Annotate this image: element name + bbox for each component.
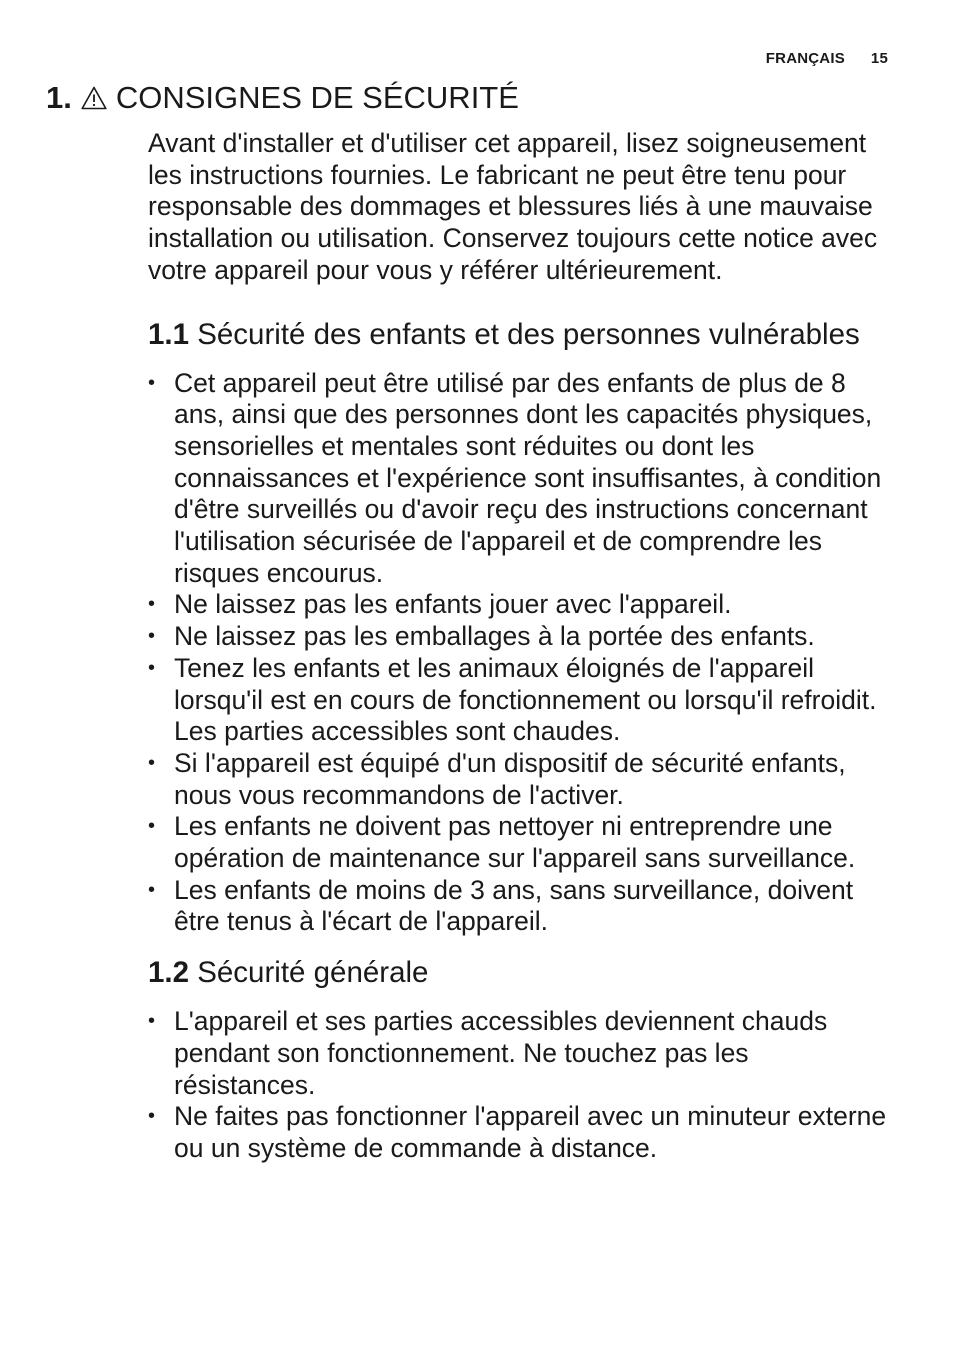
bullet-list-general bbox=[148, 1006, 893, 1165]
list-item bbox=[148, 621, 893, 653]
section-title-children bbox=[148, 318, 893, 352]
bullet-icon: • bbox=[148, 593, 156, 616]
content-body bbox=[148, 128, 893, 1183]
list-item-text: Les enfants de moins de 3 ans, sans surveillance, doivent être tenus à l'écart de l'appareil. bbox=[174, 874, 854, 937]
list-item-text: L'appareil et ses parties accessibles deviennent chauds pendant son fonctionnement. Ne touchez pas les résistances. bbox=[174, 1006, 828, 1100]
warning-triangle-icon bbox=[81, 86, 107, 110]
bullet-icon: • bbox=[148, 751, 156, 774]
list-item bbox=[148, 368, 893, 590]
list-item-text: Si l'appareil est équipé d'un dispositif de sécurité enfants, nous vous recommandons de l'activer. bbox=[174, 747, 846, 810]
section-title-general bbox=[148, 956, 893, 990]
section-number: 1.1 bbox=[148, 317, 190, 351]
page-number: 15 bbox=[870, 50, 888, 67]
bullet-icon: • bbox=[148, 878, 156, 901]
list-item bbox=[148, 748, 893, 811]
section-number: 1.2 bbox=[148, 956, 190, 990]
list-item bbox=[148, 1101, 893, 1164]
bullet-icon: • bbox=[148, 1105, 156, 1128]
running-header bbox=[766, 50, 888, 67]
bullet-list-children bbox=[148, 368, 893, 939]
chapter-title-text: CONSIGNES DE SÉCURITÉ bbox=[115, 80, 519, 115]
bullet-icon: • bbox=[148, 625, 156, 648]
section-title-text: Sécurité générale bbox=[197, 956, 429, 990]
bullet-icon: • bbox=[148, 656, 156, 679]
list-item bbox=[148, 875, 893, 938]
list-item bbox=[148, 811, 893, 874]
bullet-icon: • bbox=[148, 815, 156, 838]
list-item-text: Ne faites pas fonctionner l'appareil avec un minuteur externe ou un système de commande à distance. bbox=[174, 1101, 887, 1163]
chapter-number: 1. bbox=[46, 80, 72, 115]
list-item bbox=[148, 1006, 893, 1101]
list-item-text: Ne laissez pas les emballages à la portée des enfants. bbox=[174, 621, 815, 652]
list-item-text: Ne laissez pas les enfants jouer avec l'appareil. bbox=[174, 589, 732, 620]
list-item-text: Tenez les enfants et les animaux éloignés de l'appareil lorsqu'il est en cours de fonctionnement ou lorsqu'il refroidit. Les parties accessibles sont chaudes. bbox=[174, 652, 877, 747]
bullet-icon: • bbox=[148, 1010, 156, 1033]
chapter-title bbox=[46, 80, 519, 116]
header-language: FRANÇAIS bbox=[765, 50, 845, 67]
intro-paragraph: Avant d'installer et d'utiliser cet appareil, lisez soigneusement les instructions fournies. Le fabricant ne peut être tenu pour responsable des dommages et blessures liés à une mauvaise installation ou utilisation. Conservez toujours cette notice avec votre appareil pour vous y référer ultérieurement. bbox=[148, 128, 878, 285]
list-item-text: Cet appareil peut être utilisé par des enfants de plus de 8 ans, ainsi que des personnes dont les capacités physiques, sensorielles et mentales sont réduites ou dont les connaissances et l'expérience sont insuffisantes, à condition d'être surveillés ou d'avoir reçu des instructions concernant l'utilisation sécurisée de l'appareil et de comprendre les risques encourus. bbox=[174, 367, 882, 588]
list-item bbox=[148, 589, 893, 621]
section-title-text: Sécurité des enfants et des personnes vulnérables bbox=[197, 317, 860, 351]
list-item bbox=[148, 653, 893, 748]
list-item-text: Les enfants ne doivent pas nettoyer ni entreprendre une opération de maintenance sur l'appareil sans surveillance. bbox=[174, 811, 856, 874]
bullet-icon: • bbox=[148, 371, 156, 394]
